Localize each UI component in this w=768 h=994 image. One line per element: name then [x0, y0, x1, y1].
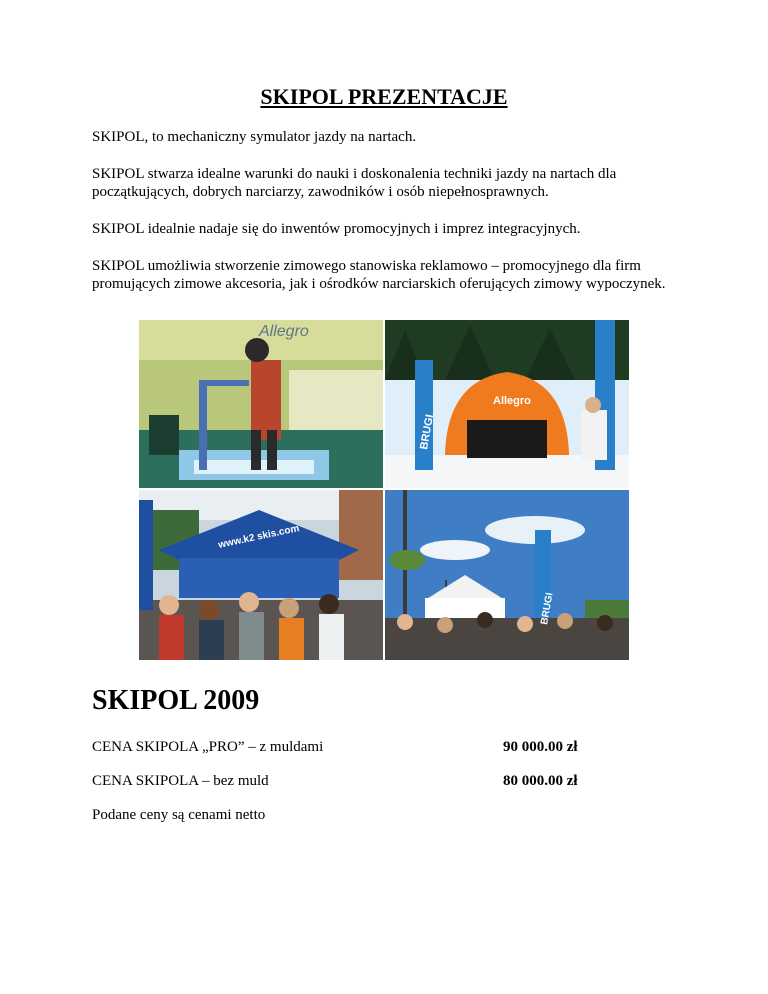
- seaside-banner-text: BRUGI: [539, 591, 556, 626]
- allegro-sign: Allegro: [259, 323, 309, 340]
- document-title: SKIPOL PREZENTACJE: [260, 84, 508, 109]
- price-label: CENA SKIPOLA „PRO” – z muldami: [92, 739, 324, 755]
- photo-k2-tent: [139, 490, 383, 660]
- conditions-paragraph: SKIPOL stwarza idealne warunki do nauki i doskonalenia techniki jazdy na nartach dla początkujących, dobrych narciarzy, zawodników i osób niepełnosprawnych.: [92, 166, 617, 200]
- net-price-note: Podane ceny są cenami netto: [92, 807, 266, 823]
- tent-allegro-text: Allegro: [493, 395, 531, 407]
- photo-seaside-tent: [385, 490, 629, 660]
- photo-simulator-indoor: [139, 320, 383, 488]
- advertising-paragraph: SKIPOL umożliwia stworzenie zimowego stanowiska reklamowo – promocyjnego dla firm promujących zimowe akcesoria, jak i ośrodków narciarskich oferujących zimowy wypoczynek.: [92, 258, 666, 292]
- photo-collage: [139, 320, 629, 660]
- price-value: 80 000.00 zł: [503, 773, 578, 789]
- events-paragraph: SKIPOL idealnie nadaje się do inwentów promocyjnych i imprez integracyjnych.: [92, 221, 581, 237]
- intro-paragraph: SKIPOL, to mechaniczny symulator jazdy na nartach.: [92, 129, 417, 145]
- price-label: CENA SKIPOLA – bez muld: [92, 773, 269, 789]
- k2-tent-text: www.k2 skis.com: [217, 523, 301, 551]
- photo-orange-tent: [385, 320, 629, 488]
- banner-brugi-text: BRUGI: [418, 413, 437, 451]
- price-value: 90 000.00 zł: [503, 739, 578, 755]
- section-title: SKIPOL 2009: [92, 685, 260, 716]
